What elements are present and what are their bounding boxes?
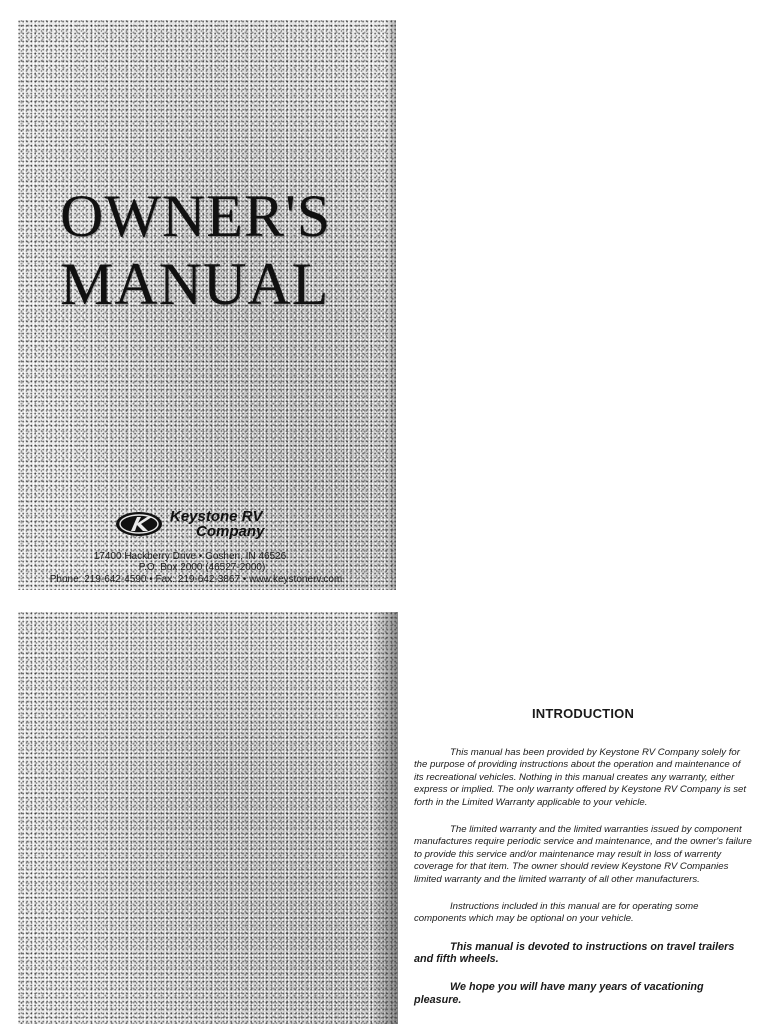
keystone-logo bbox=[114, 506, 324, 542]
keystone-k-logo-icon bbox=[114, 510, 164, 538]
address-street: 17400 Hackberry Drive • Goshen, IN 46526 bbox=[93, 551, 287, 562]
cover-title-line1: OWNER'S bbox=[60, 183, 332, 249]
inside-cover-page bbox=[18, 612, 398, 1024]
intro-paragraph: Instructions included in this manual are for operating some components which may be optional on your vehicle. bbox=[414, 901, 699, 925]
intro-paragraph: The limited warranty and the limited warranties issued by component manufactures require periodic service and maintenance, and the owner's failure to provide this service and/or maintenance may result in loss of warrenty coverage for that item. The owner should review Keystone RV Companies limited warranty and the limited warranty of all other manufacturers. bbox=[414, 824, 752, 885]
introduction-heading: INTRODUCTION bbox=[531, 706, 635, 721]
introduction-section bbox=[414, 706, 752, 1021]
brand-name-line2: Company bbox=[196, 523, 265, 540]
brand-name-line1: Keystone RV bbox=[170, 508, 263, 525]
cover-title-line2: MANUAL bbox=[60, 251, 330, 317]
cover-page bbox=[18, 20, 396, 590]
address-po-box: P.O. Box 2000 (46527-2000) bbox=[138, 562, 266, 573]
intro-paragraph: This manual has been provided by Keystone RV Company solely for the purpose of providing instructions about the operation and maintenance of its recreational vehicles. Nothing in this manual creates any warranty, either express or implied. The only warranty offered by Keystone RV Company is set forth in the Limited Warranty applicable to your vehicle. bbox=[414, 747, 747, 808]
intro-closing-line: We hope you will have many years of vacationing pleasure. bbox=[414, 981, 704, 1006]
contact-phone-fax-web: Phone: 219-642-4590 • Fax: 219-642-3867 • www.keystonerv.com bbox=[49, 574, 343, 585]
intro-paragraph-emphasis: This manual is devoted to instructions on travel trailers and fifth wheels. bbox=[414, 940, 735, 966]
